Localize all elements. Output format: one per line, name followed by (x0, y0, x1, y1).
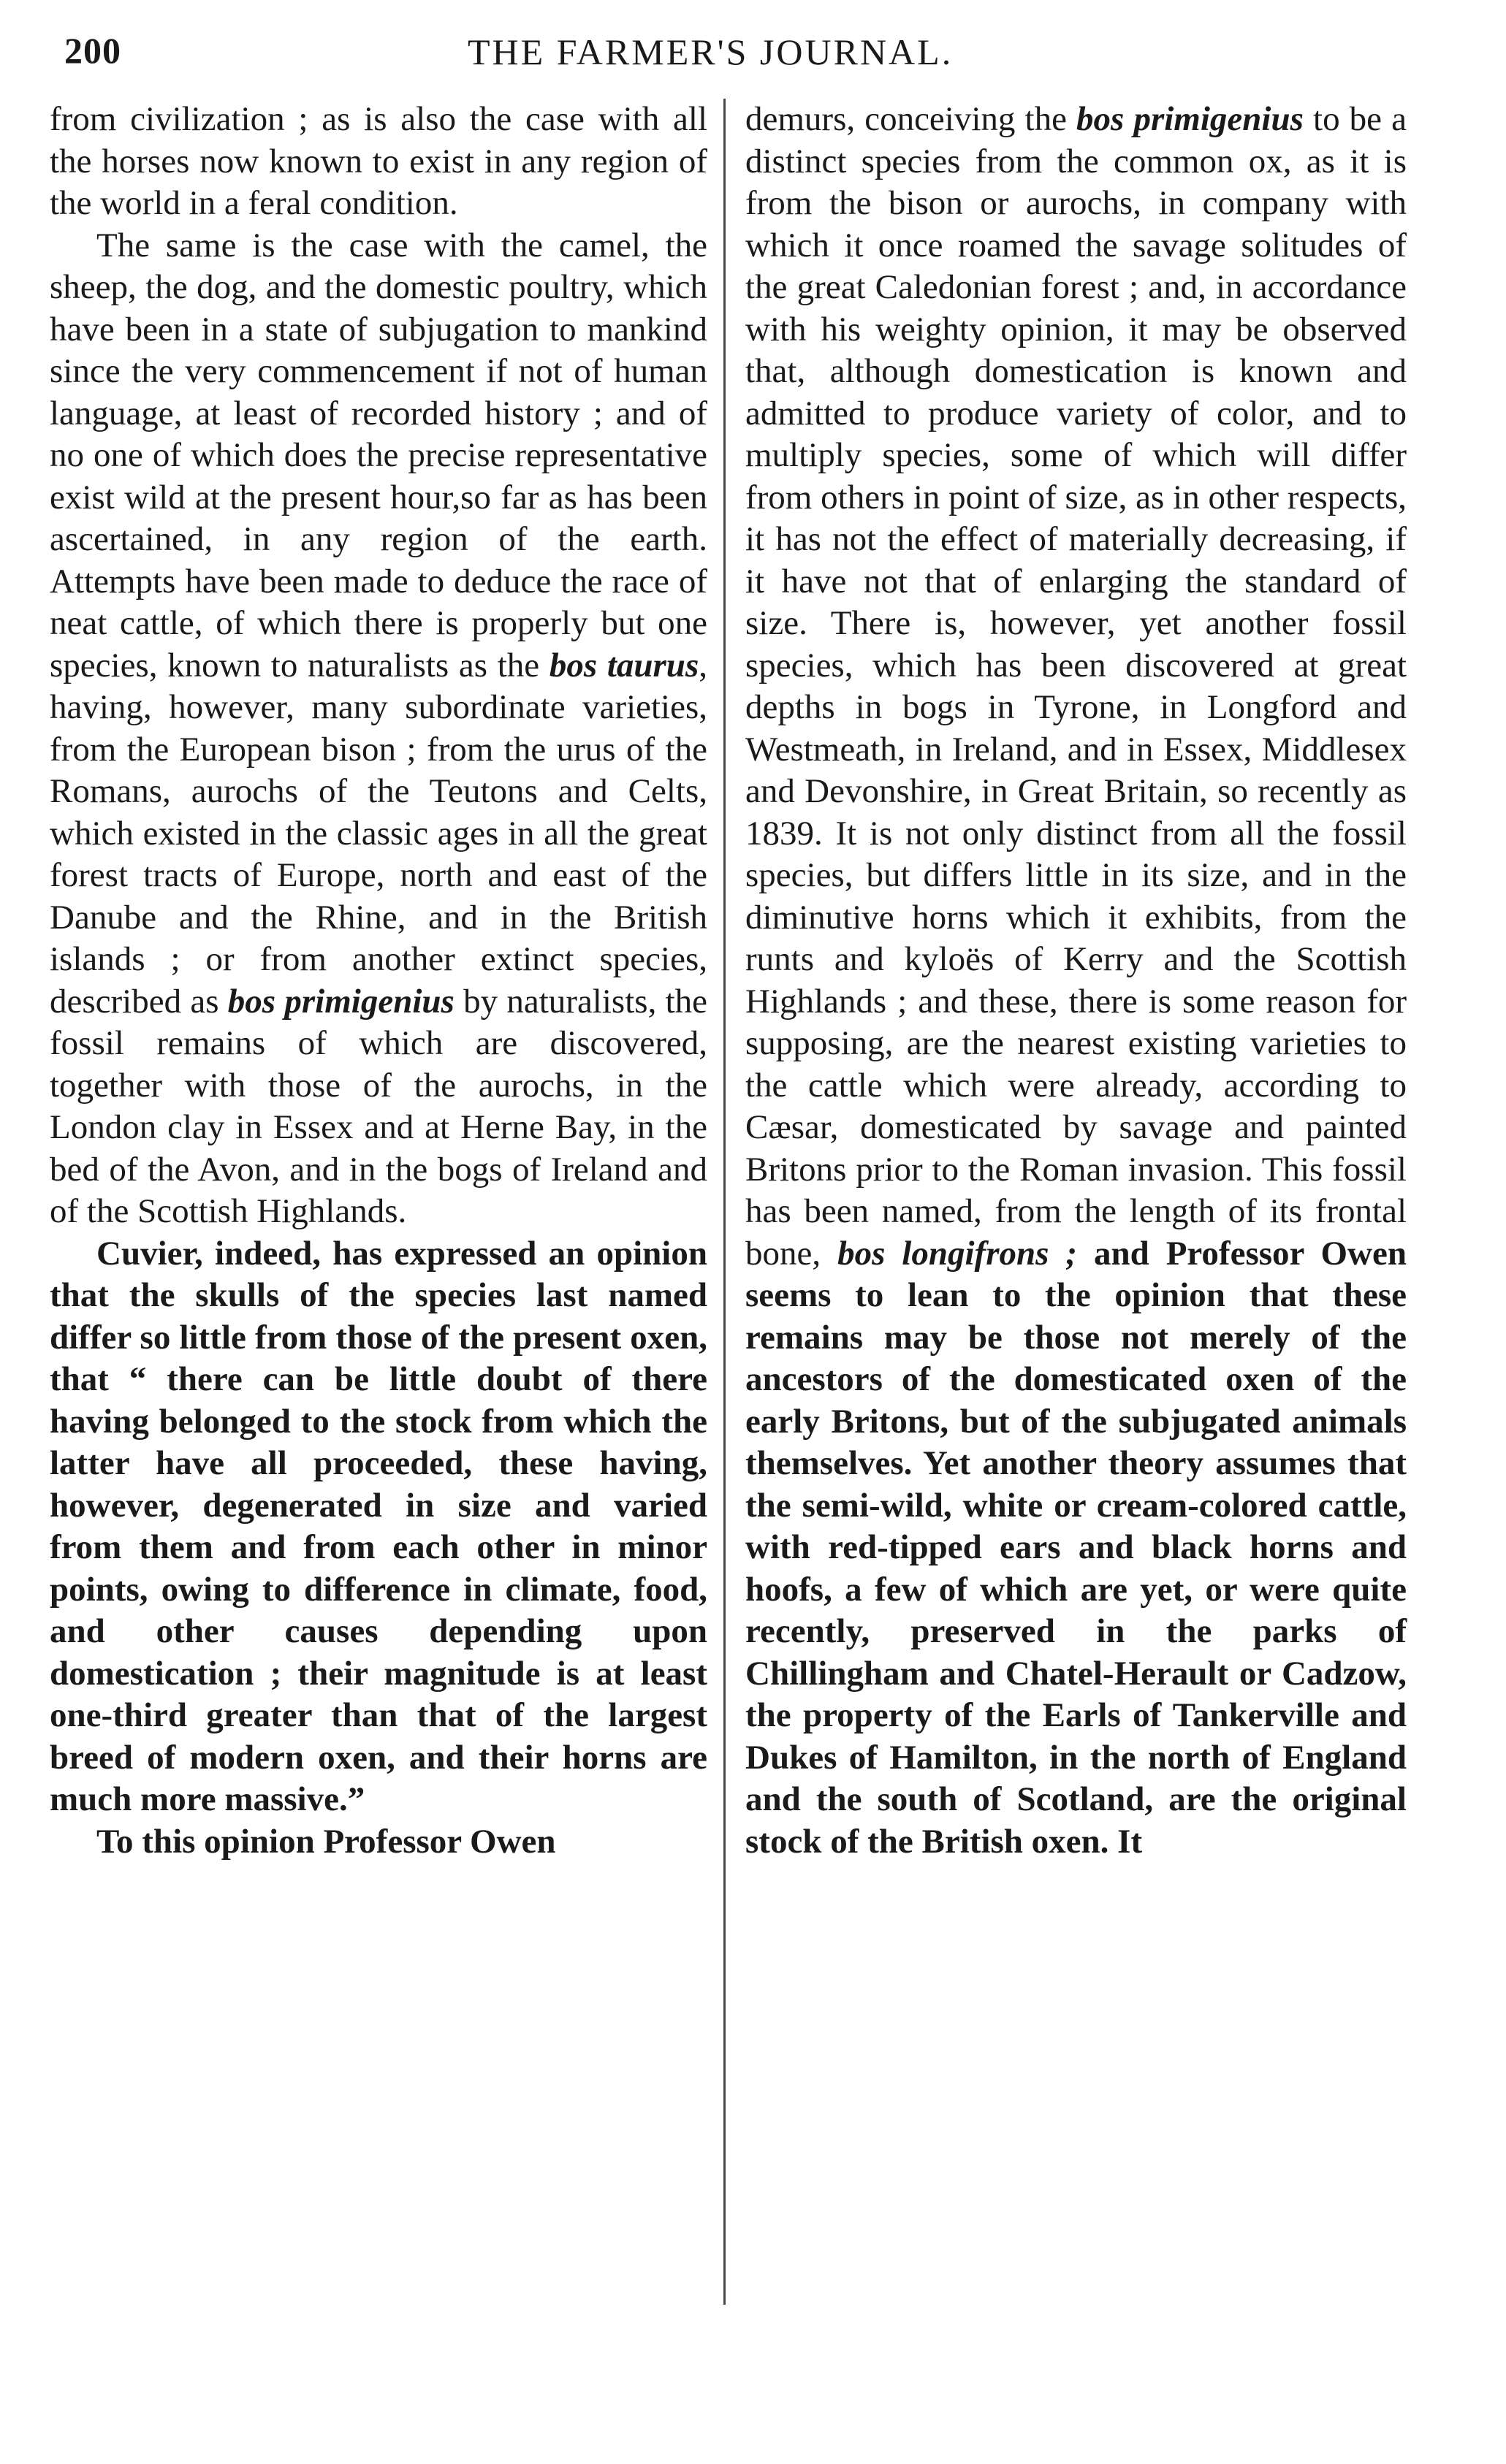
text-run: , having, however, many subordinate varieties, from the European bison ; from the urus of the Romans, aurochs of the Teutons and Celts, which existed in the classic ages in all the great forest tracts of Europe, north and east of the Danube and the Rhine, and in the British islands ; or from another extinct species, described as (50, 646, 707, 1021)
paragraph (745, 99, 1407, 1863)
paragraph: from civilization ; as is also the case with all the horses now known to exist in any region of the world in a feral condition. (50, 100, 707, 222)
paragraph (50, 225, 707, 1233)
page-header (44, 29, 1425, 95)
paragraph: To this opinion Professor Owen (96, 1822, 556, 1861)
italic-term: bos primigenius (227, 982, 455, 1021)
running-head: THE FARMER'S JOURNAL. (468, 31, 954, 72)
text-columns (44, 99, 1425, 2363)
italic-term: bos taurus (549, 646, 699, 684)
text-run: demurs, conceiving the (745, 100, 1077, 138)
italic-term: bos longifrons ; (837, 1234, 1078, 1273)
paragraph: Cuvier, indeed, has expressed an opinion that the skulls of the species last named differ so little from those of the present oxen, that “ there can be little doubt of there having belonged to the stock from which the latter have all proceeded, these having, however, degenerated in size and varied from them and from each other in minor points, owing to difference in climate, food, and other causes depending upon domestication ; their magnitude is at least one-third greater than that of the largest breed of modern oxen, and their horns are much more massive.” (50, 1234, 707, 1818)
column-rule (723, 99, 726, 2305)
text-run: The same is the case with the camel, the sheep, the dog, and the domestic poultry, which have been in a state of subjugation to mankind since the very commencement if not of human language, at least of recorded history ; and of no one of which does the precise representative exist wild at the present hour,so far as has been ascertained, in any region of the earth. Attempts have been made to deduce the race of neat cattle, of which there is properly but one species, known to naturalists as the (50, 226, 707, 684)
text-run: by naturalists, the fossil remains of which are discovered, together with those of the aurochs, in the London clay in Essex and at Herne Bay, in the bed of the Avon, and in the bogs of Ireland and of the Scottish Highlands. (50, 982, 708, 1230)
text-run: and Professor Owen seems to lean to the opinion that these remains may be those not merely of the ancestors of the domesticated oxen of the early Britons, but of the subjugated animals themselves. Yet another theory assumes that the semi-wild, white or cream-colored cattle, with red-tipped ears and black horns and hoofs, a few of which are yet, or were quite recently, preserved in the parks of Chillingham and Chatel-Herault or Cadzow, the property of the Earls of Tankerville and Dukes of Hamilton, in the north of England and the south of Scotland, are the original stock of the British oxen. It (745, 1234, 1407, 1861)
italic-term: bos primigenius (1076, 100, 1304, 138)
text-run: to be a distinct species from the common ox, as it is from the bison or aurochs, in company with which it once roamed the savage solitudes of the great Caledonian forest ; and, in accordance with his weighty opinion, it may be observed that, although domestication is known and admitted to produce variety of color, and to multiply species, some of which will differ from others in point of size, as in other respects, it has not the effect of materially decreasing, if it have not that of enlarging the standard of size. There is, however, yet another fossil species, which has been discovered at great depths in bogs in Tyrone, in Longford and Westmeath, in Ireland, and in Essex, Middlesex and Devonshire, in Great Britain, so recently as 1839. It is not only distinct from all the fossil species, but differs little in its size, and in the diminutive horns which it exhibits, from the runts and kyloës of Kerry and the Scottish Highlands ; and these, there is some reason for supposing, are the nearest existing varieties to the cattle which were already, according to Cæsar, domesticated by savage and painted Britons prior to the Roman invasion. This fossil has been named, from the length of its frontal bone, (745, 100, 1407, 1273)
journal-page (44, 29, 1425, 2433)
page-number: 200 (64, 30, 121, 71)
right-column (745, 99, 1407, 1863)
left-column (50, 99, 707, 1863)
